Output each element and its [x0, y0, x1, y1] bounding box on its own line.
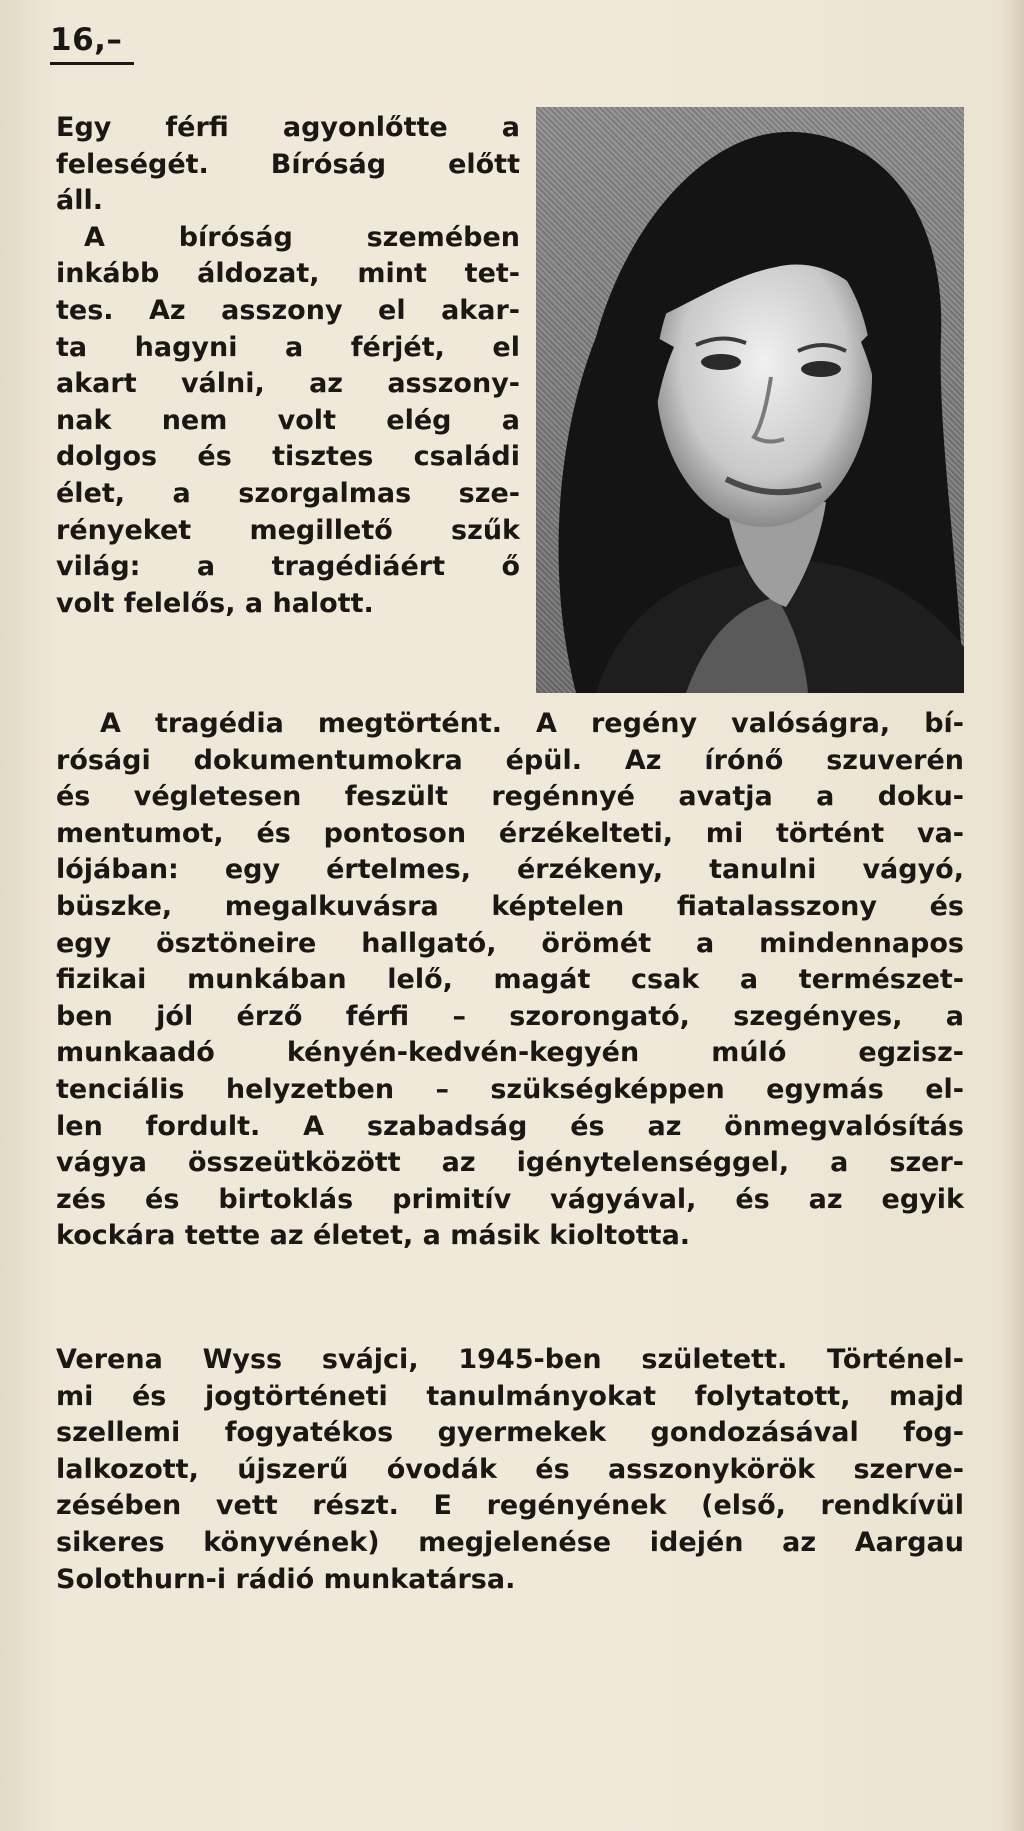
bio-line: Solothurn-i rádió munkatársa. — [56, 1563, 516, 1595]
bio-line: sikeres könyvének) megjelenése idején az Aargau — [56, 1526, 964, 1558]
intro-line: élet, a szorgalmas sze- — [56, 477, 520, 509]
intro-line: ta hagyni a férjét, el — [56, 331, 520, 363]
body-line: vágya összeütközött az igénytelenséggel, a szer- — [56, 1147, 964, 1179]
intro-paragraph — [56, 110, 520, 622]
cover-edge — [1002, 0, 1024, 1831]
body-line: kockára tette az életet, a másik kioltotta. — [56, 1220, 691, 1252]
body-line: mentumot, és pontoson érzékelteti, mi történt va- — [56, 817, 964, 849]
bio-line: szellemi fogyatékos gyermekek gondozásával fog- — [56, 1417, 964, 1449]
bio-line: lalkozott, újszerű óvodák és asszonykörök szerve- — [56, 1453, 964, 1485]
body-line: tenciális helyzetben – szükségképpen egymás el- — [56, 1073, 964, 1105]
intro-line: A bíróság szemében — [84, 221, 520, 253]
price-underline — [50, 62, 134, 65]
body-line: rósági dokumentumokra épül. Az írónő szuverén — [56, 744, 964, 776]
bio-line: zésében vett részt. E regényének (első, rendkívül — [56, 1490, 964, 1522]
body-line: zés és birtoklás primitív vágyával, és az egyik — [56, 1183, 964, 1215]
intro-line: világ: a tragédiáért ő — [56, 551, 520, 583]
portrait-illustration — [536, 107, 964, 693]
author-portrait-photo — [536, 107, 964, 693]
intro-line: rényeket megillető szűk — [56, 514, 520, 546]
body-line: ben jól érző férfi – szorongató, szegényes, a — [56, 1000, 964, 1032]
body-line: fizikai munkában lelő, magát csak a természet- — [56, 964, 964, 996]
body-line: A tragédia megtörtént. A regény valóságra, bí- — [100, 708, 964, 739]
bio-line: mi és jogtörténeti tanulmányokat folytatott, majd — [56, 1380, 964, 1412]
body-line: és végletesen feszült regénnyé avatja a doku- — [56, 781, 964, 813]
intro-line: tes. Az asszony el akar- — [56, 294, 520, 326]
intro-line: Egy férfi agyonlőtte a — [56, 112, 520, 143]
intro-line: dolgos és tisztes családi — [56, 441, 520, 473]
body-line: lójában: egy értelmes, érzékeny, tanulni vágyó, — [56, 854, 964, 886]
intro-line: akart válni, az asszony- — [56, 368, 520, 400]
body-line: büszke, megalkuvásra képtelen fiatalasszony és — [56, 890, 964, 922]
price-label: 16,– — [50, 22, 123, 58]
author-bio-paragraph — [56, 1342, 964, 1598]
main-paragraph — [56, 706, 964, 1255]
body-line: munkaadó kényén-kedvén-kegyén múló egzisz- — [56, 1037, 964, 1069]
body-line: egy ösztöneire hallgató, örömét a mindennapos — [56, 927, 964, 959]
intro-line: inkább áldozat, mint tet- — [56, 258, 520, 290]
body-line: len fordult. A szabadság és az önmegvalósítás — [56, 1110, 964, 1142]
intro-line: feleségét. Bíróság előtt — [56, 148, 520, 180]
bio-line: Verena Wyss svájci, 1945-ben született. Történel- — [56, 1344, 964, 1375]
intro-line: nak nem volt elég a — [56, 404, 520, 436]
intro-line: áll. — [56, 185, 103, 217]
intro-line: volt felelős, a halott. — [56, 587, 374, 619]
